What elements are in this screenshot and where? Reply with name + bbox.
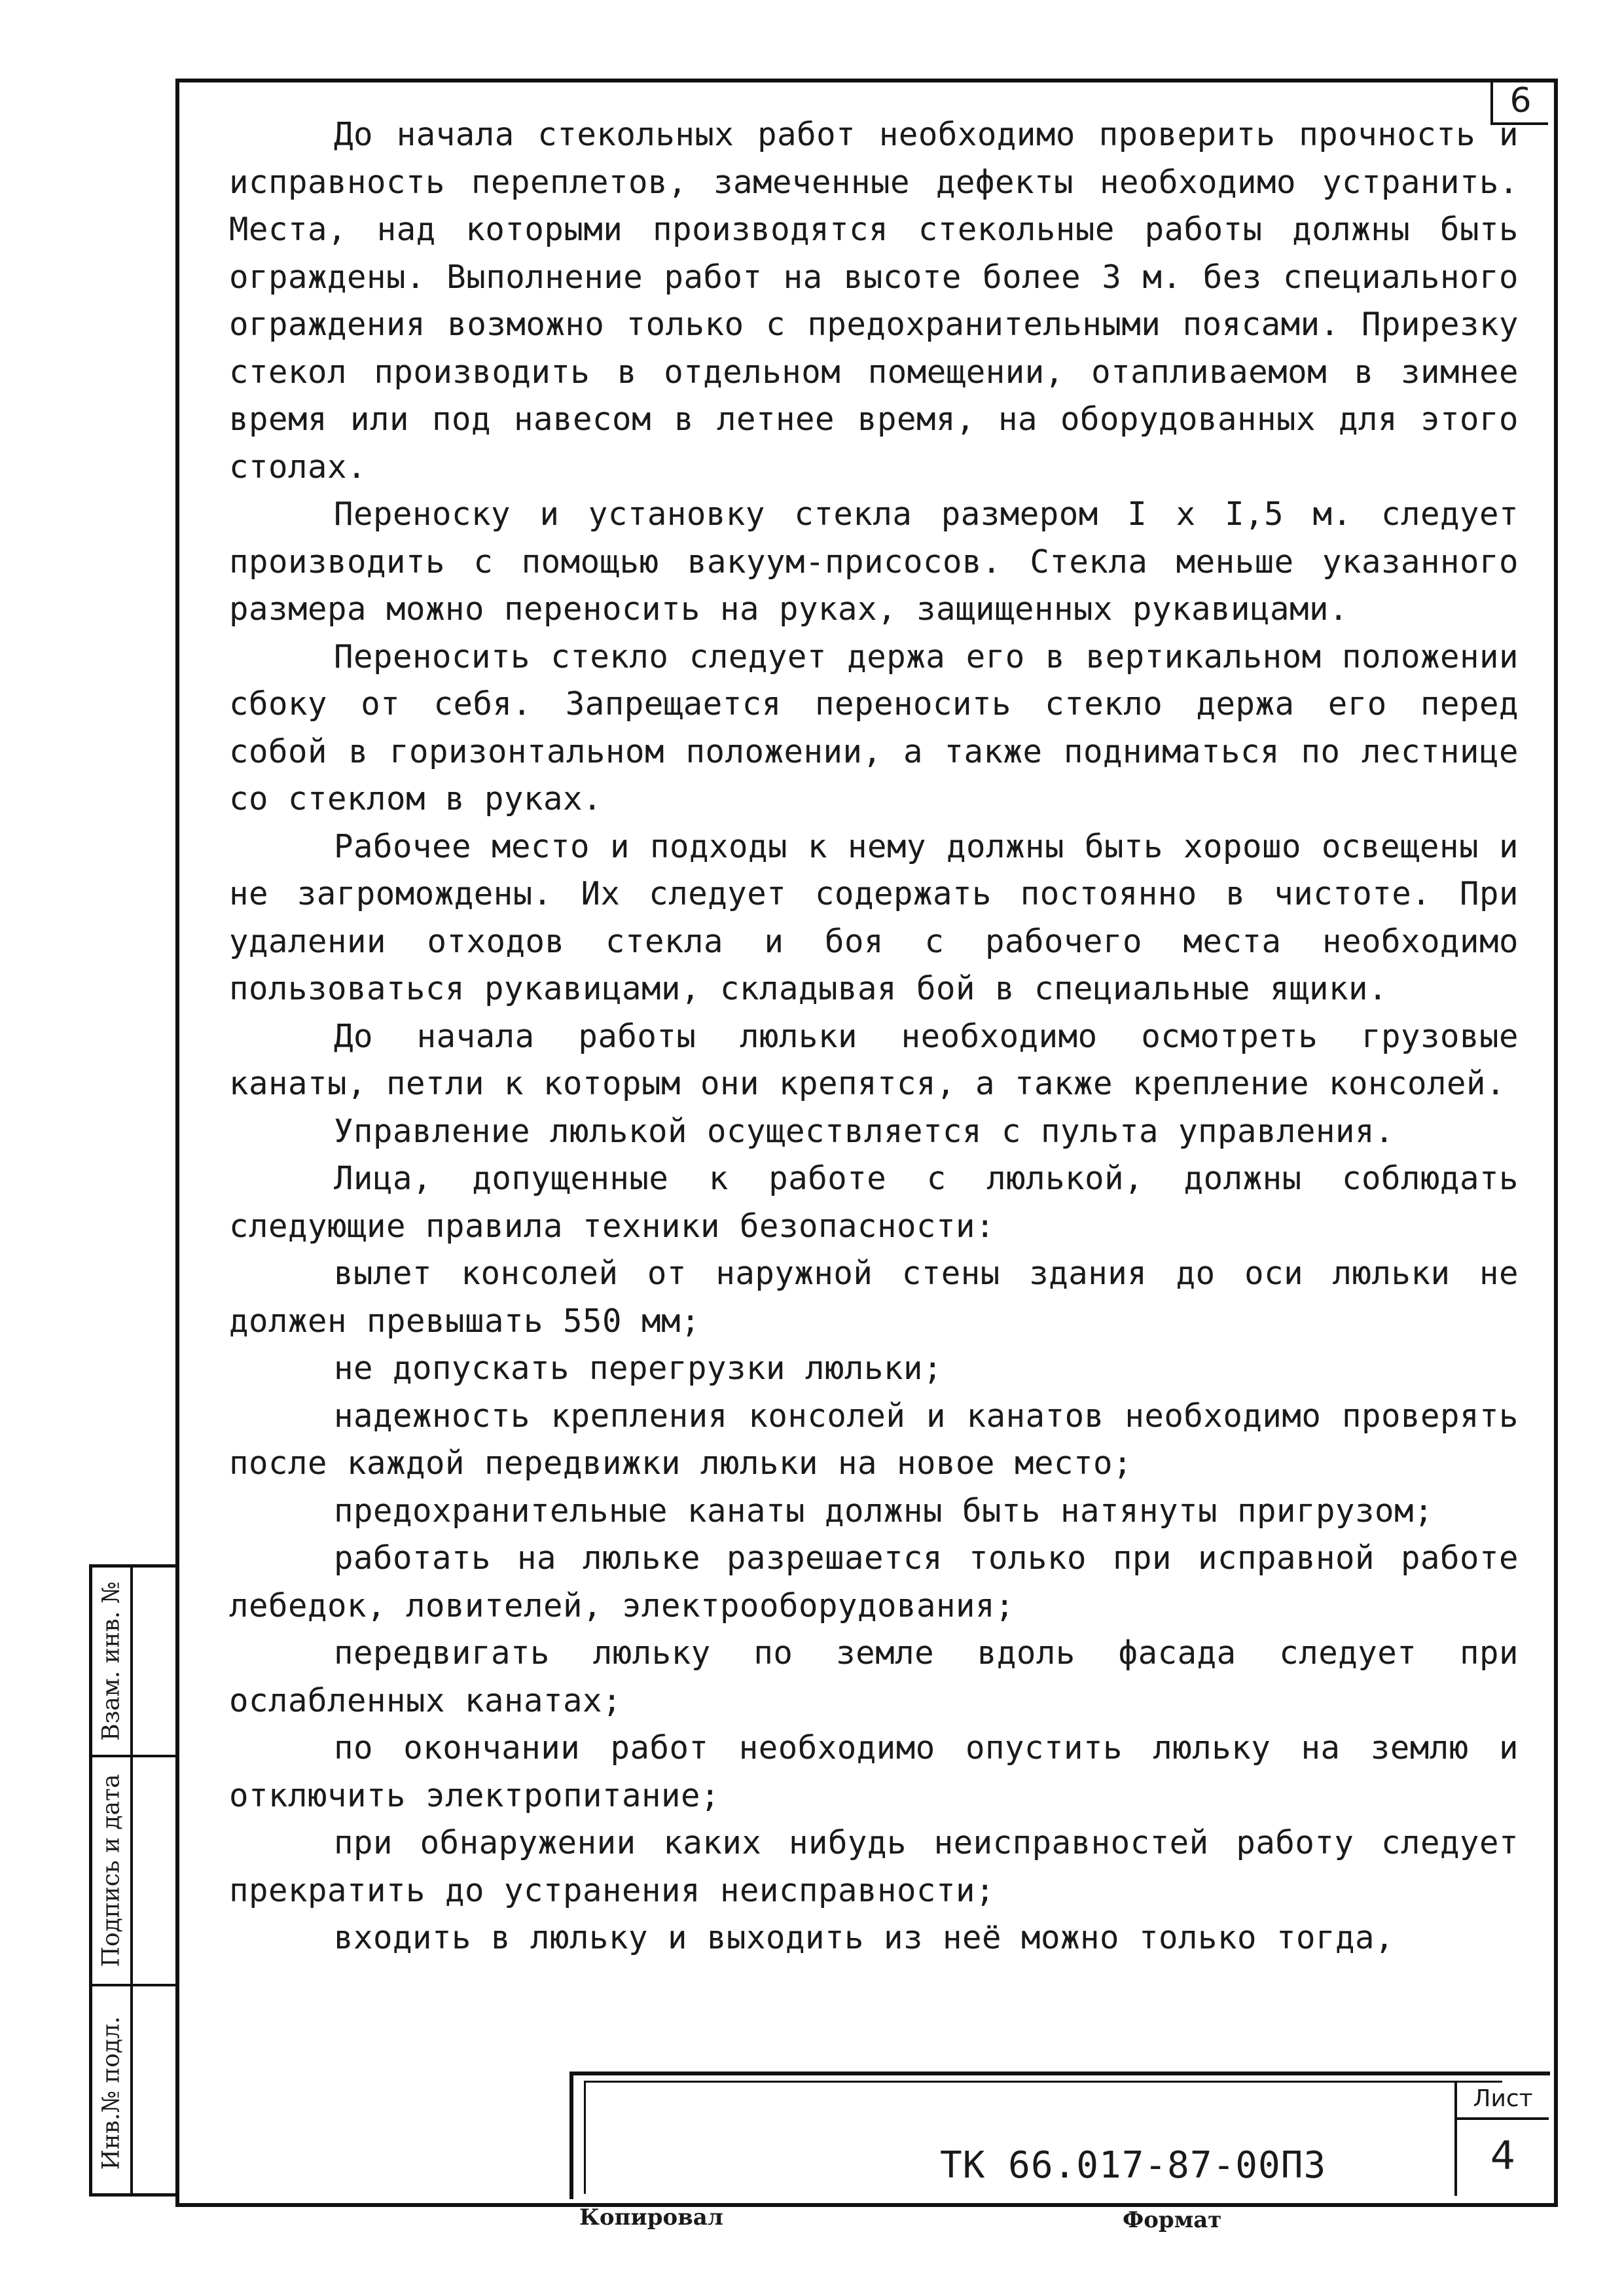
stamp-cell-sign-date [92,1757,130,1986]
paragraph: Переноску и установку стекла размером I x I,5 м. следует производить с помощью вакуум-присосов. Стекла меньше указанного размера можно переносить на руках, защищенных рукавицами. [229,495,1519,628]
sheet-label: Лист [1457,2081,1549,2120]
stamp-label-sign-date: Подпись и дата [98,1774,125,1967]
footer-format: Формат [1123,2207,1222,2233]
paragraph: Управление люлькой осуществляется с пульта управления. [334,1112,1395,1150]
paragraph: Лица, допущенные к работе с люлькой, должны соблюдать следующие правила техники безопасности: [229,1160,1519,1245]
list-item: работать на люльке разрешается только при исправной работе лебедок, ловителей, электрооборудования; [229,1539,1519,1624]
list-item: надежность крепления консолей и канатов необходимо проверять после каждой передвижки люльки на новое место; [229,1397,1519,1482]
side-stamp [89,1564,175,2197]
paragraph: До начала работы люльки необходимо осмотреть грузовые канаты, петли к которым они крепятся, а также крепление консолей. [229,1017,1519,1102]
list-item: не допускать перегрузки люльки; [334,1350,943,1387]
stamp-divider [130,1755,179,1757]
paragraph: Рабочее место и подходы к нему должны быть хорошо освещены и не загромождены. Их следует содержать постоянно в чистоте. При удалении отходов стекла и боя с рабочего места необходимо пользоваться рукавицами, складывая бой в специальные ящики. [229,827,1519,1007]
sheet-box [1454,2081,1549,2196]
list-item: предохранительные канаты должны быть натянуты пригрузом; [334,1492,1434,1530]
paragraph: Переносить стекло следует держа его в вертикальном положении сбоку от себя. Запрещается переносить стекло держа его перед собой в горизонтальном положении, а также подниматься по лестнице со стеклом в руках. [229,637,1519,817]
stamp-label-inv-podl: Инв.№ подл. [98,2016,125,2170]
stamp-cell-inv-podl [92,1986,130,2200]
title-block [569,2072,1550,2199]
footer-copied: Копировал [579,2204,723,2231]
list-item: вылет консолей от наружной стены здания до оси люльки не должен превышать 550 мм; [229,1255,1519,1340]
document-code: ТК 66.017-87-00ПЗ [940,2144,1327,2187]
stamp-cell-inv-zam [92,1568,130,1757]
list-item: передвигать люльку по земле вдоль фасада следует при ослабленных канатах; [229,1634,1519,1719]
list-item: при обнаружении каких нибудь неисправностей работу следует прекратить до устранения неисправности; [229,1824,1519,1909]
stamp-label-inv-zam: Взам. инв. № [98,1581,125,1741]
stamp-divider [130,1984,179,1986]
list-item: по окончании работ необходимо опустить люльку на землю и отключить электропитание; [229,1729,1519,1814]
paragraph: До начала стекольных работ необходимо проверить прочность и исправность переплетов, замеченные дефекты необходимо устранить. Места, над которыми производятся стекольные работы должны быть ограждены. Выполнение работ на высоте более 3 м. без специального ограждения возможно только с предохранительными поясами. Прирезку стекол производить в отдельном помещении, отапливаемом в зимнее время или под навесом в летнее время, на оборудованных для этого столах. [229,116,1519,486]
page-number: 6 [1490,79,1548,125]
list-item: входить в люльку и выходить из неё можно только тогда, [334,1919,1395,1956]
document-body [229,111,1519,1962]
sheet-number: 4 [1490,2133,1516,2179]
side-stamp-labels [92,1568,133,2193]
